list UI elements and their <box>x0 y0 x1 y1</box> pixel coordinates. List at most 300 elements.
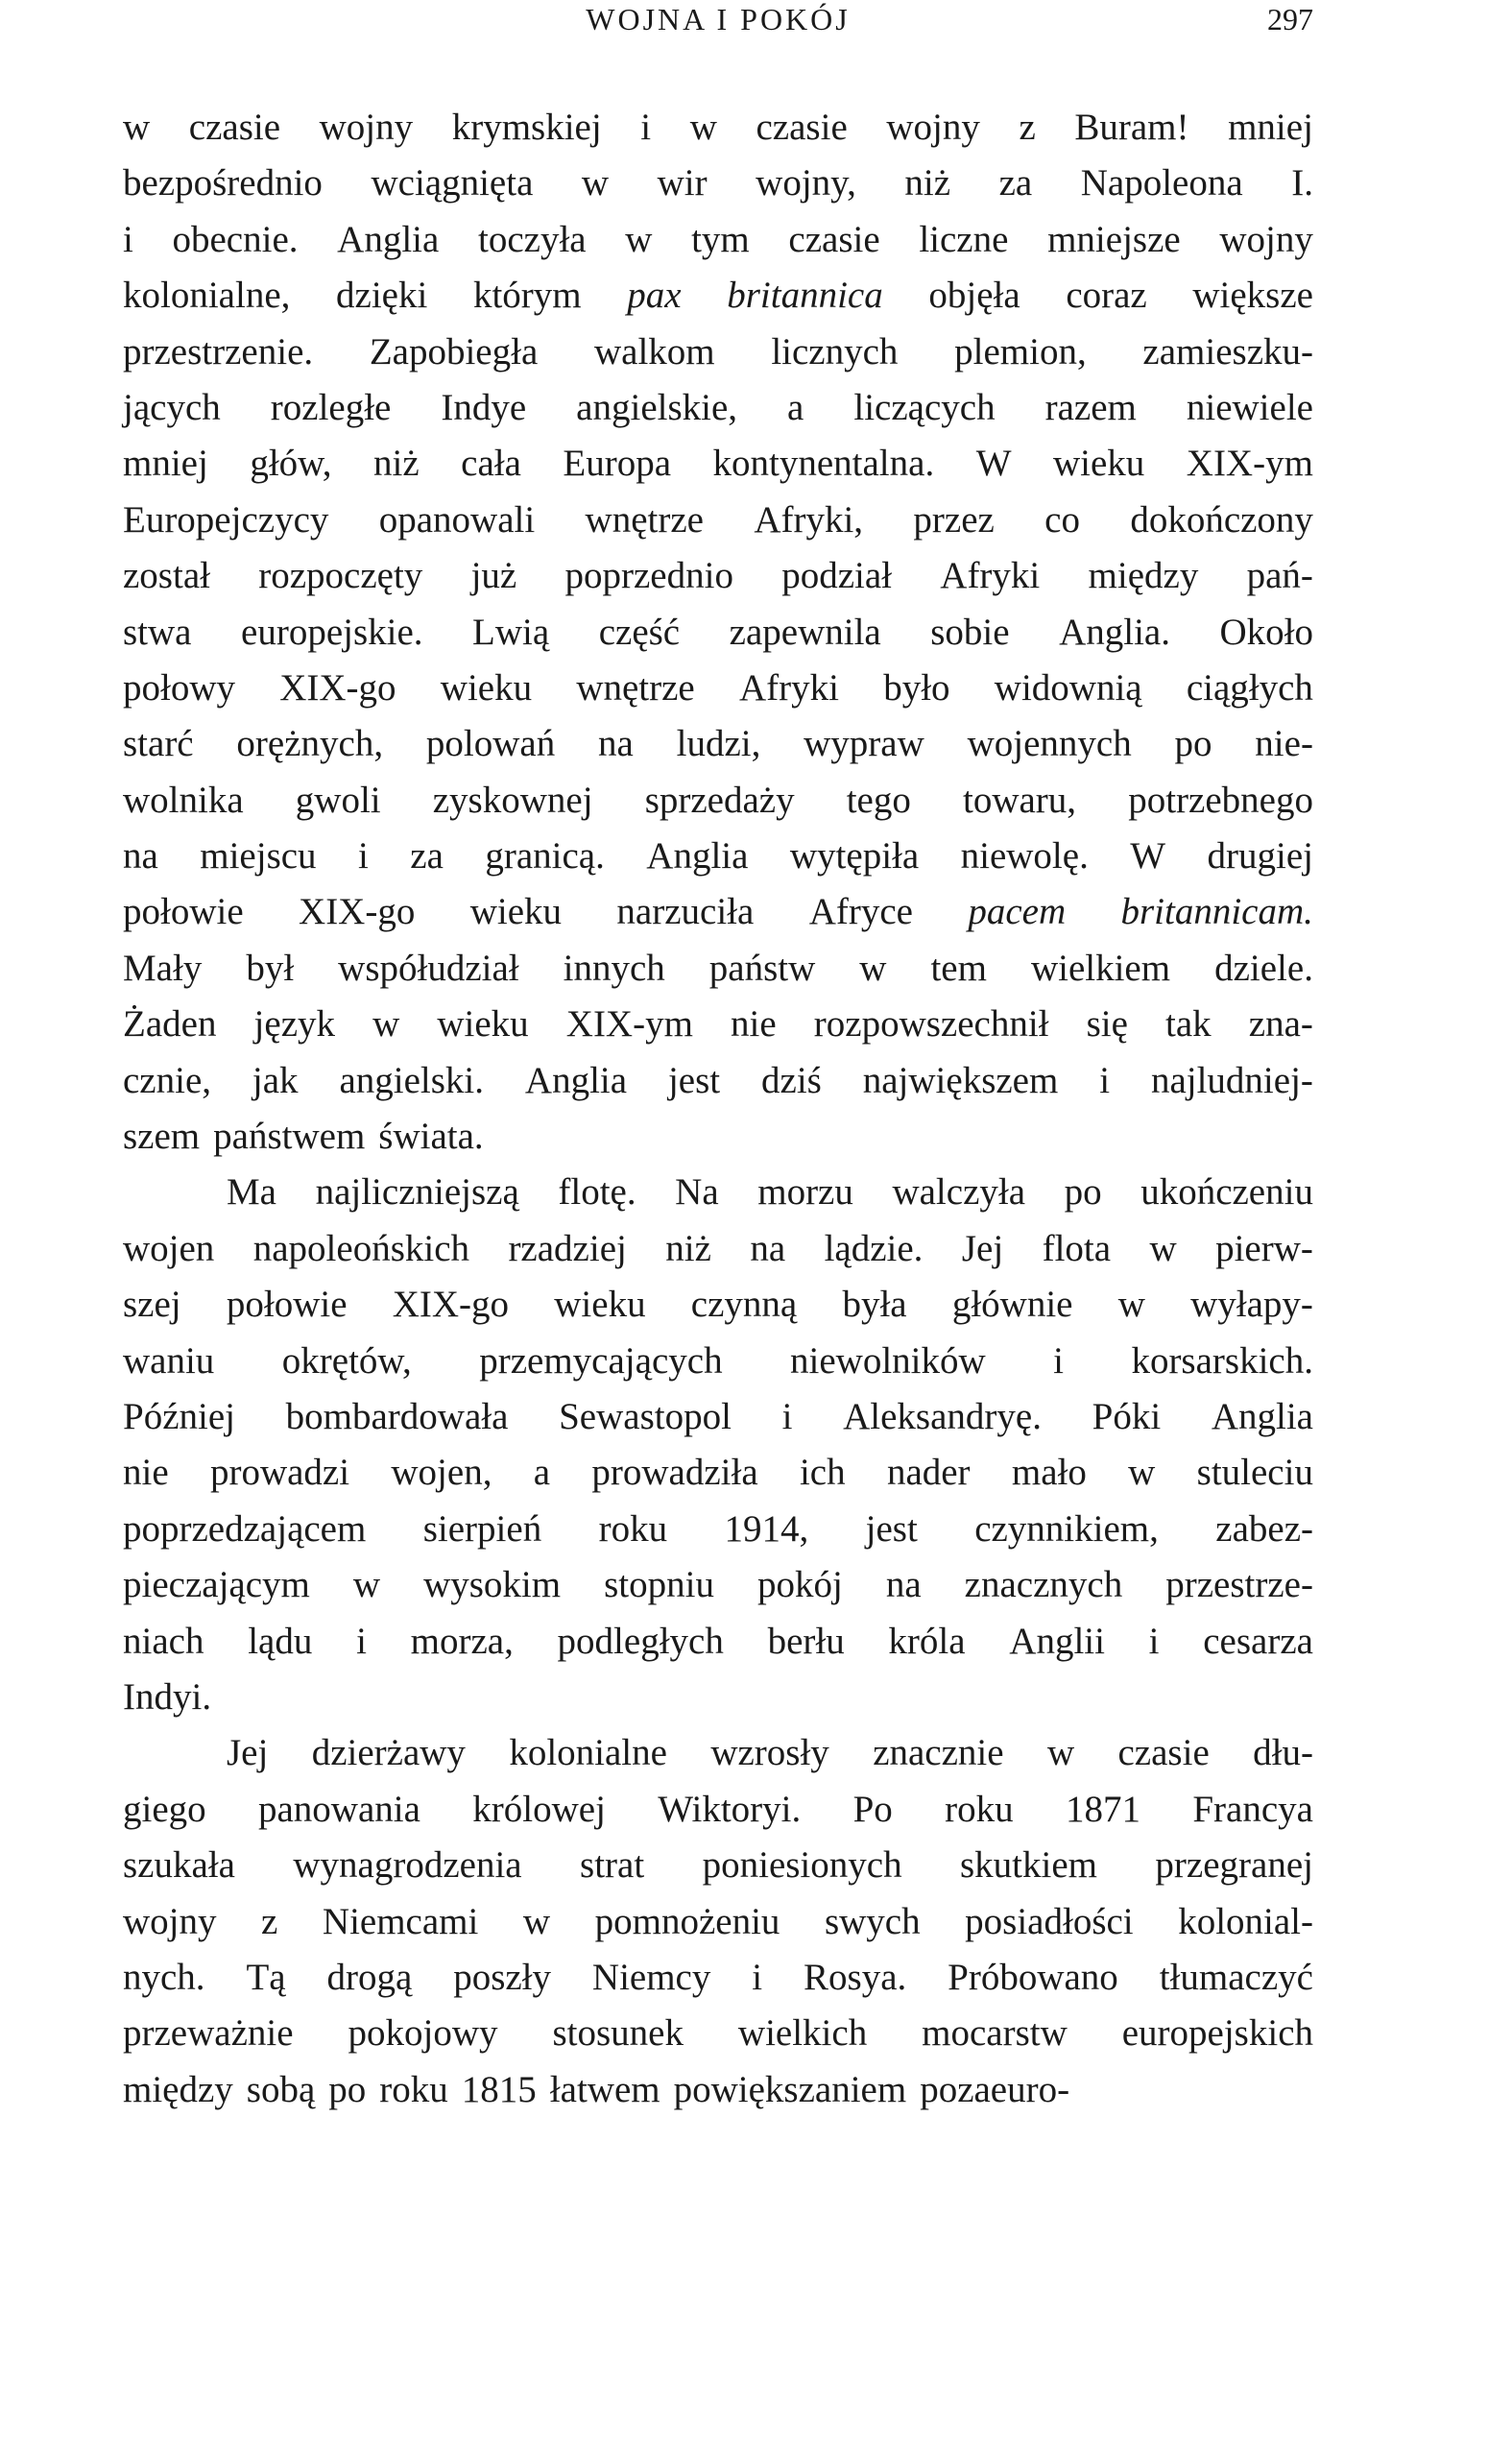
word: w <box>689 107 717 148</box>
word: ciągłych <box>1186 666 1313 709</box>
word: sobie <box>930 611 1010 653</box>
word: 1914, <box>724 1507 809 1550</box>
word: niż <box>904 162 951 204</box>
word: i <box>1099 1059 1111 1101</box>
word: między <box>123 2068 233 2110</box>
text-line <box>123 1502 1313 1557</box>
word: kolonialne, <box>123 275 291 317</box>
word: szukała <box>123 1844 235 1887</box>
word: i <box>358 835 369 878</box>
word: Wiktoryi. <box>658 1788 802 1830</box>
text-line <box>123 436 1313 492</box>
word: w <box>372 1003 400 1046</box>
text-line <box>123 773 1313 829</box>
word: była <box>842 1284 907 1326</box>
word: wielkich <box>737 2012 868 2055</box>
word: Afryki <box>738 666 839 709</box>
word: mniej <box>123 443 208 485</box>
word: Jej <box>227 1732 269 1774</box>
word: najliczniejszą <box>315 1171 519 1214</box>
word: większe <box>1192 275 1313 317</box>
word: Anglia <box>337 218 440 260</box>
word: dokończony <box>1130 498 1313 541</box>
word: państwem <box>213 1116 366 1158</box>
word: i <box>356 1620 367 1662</box>
word: przestrze- <box>1165 1564 1313 1606</box>
word: pań- <box>1246 555 1313 597</box>
text-line <box>123 997 1313 1052</box>
word: wojny, <box>756 162 856 204</box>
word: nie <box>123 1452 169 1494</box>
word: podział <box>781 555 893 597</box>
word: wieku <box>554 1284 646 1326</box>
word: skutkiem <box>960 1844 1097 1887</box>
word: rozpowszechnił <box>813 1003 1049 1046</box>
word: wzrosły <box>710 1732 829 1774</box>
word: na <box>598 723 634 765</box>
word: część <box>598 611 681 653</box>
text-line <box>123 380 1313 436</box>
word: angielskie, <box>576 386 738 428</box>
word: wojny <box>1219 218 1313 260</box>
text-line <box>123 1445 1313 1501</box>
word: po <box>1064 1171 1102 1214</box>
text-line <box>123 1109 1313 1165</box>
word: cznie, <box>123 1059 212 1101</box>
word: cesarza <box>1203 1620 1313 1662</box>
word: widownią <box>994 666 1142 709</box>
word: znacznych <box>964 1564 1123 1606</box>
word: ludzi, <box>676 723 761 765</box>
word: okrętów, <box>281 1339 412 1382</box>
word: niż <box>665 1227 711 1269</box>
word: czasie <box>756 107 848 148</box>
word: współudział <box>338 947 519 989</box>
word: polowań <box>425 723 556 765</box>
word: roku <box>598 1507 668 1550</box>
word: I. <box>1291 162 1313 204</box>
word: a <box>787 386 804 428</box>
word: Lwią <box>472 611 550 653</box>
word: pozaeuro- <box>920 2068 1070 2110</box>
word: Niemcy <box>591 1956 711 1998</box>
word: podległych <box>557 1620 724 1662</box>
word: między <box>1088 555 1199 597</box>
word: innych <box>563 947 665 989</box>
word: Później <box>123 1395 235 1437</box>
word: czynną <box>690 1284 798 1326</box>
word: wir <box>657 162 708 204</box>
word: czasie <box>1117 1732 1210 1774</box>
word: sierpień <box>422 1507 542 1550</box>
word: czasie <box>788 218 880 260</box>
word: którym <box>472 275 582 317</box>
word: mocarstw <box>922 2012 1068 2055</box>
word: Zapobiegła <box>369 330 539 373</box>
word: rozległe <box>270 386 392 428</box>
word: Rosya. <box>804 1956 907 1998</box>
word: wojny <box>319 107 414 148</box>
word: niewolników <box>790 1339 986 1382</box>
body-text <box>123 100 1313 2118</box>
word: i <box>123 218 133 260</box>
page-header <box>123 2 1313 44</box>
word: niach <box>123 1620 204 1662</box>
word: wysokim <box>423 1564 562 1606</box>
word: Tą <box>246 1956 286 1998</box>
word: swych <box>824 1900 921 1942</box>
word: na <box>750 1227 786 1269</box>
word: nie <box>731 1003 777 1046</box>
word: XIX-ym <box>1186 443 1313 485</box>
word: prowadziła <box>591 1452 758 1494</box>
word: Anglia. <box>1059 611 1170 653</box>
word: W <box>1130 835 1166 878</box>
word: jących <box>123 386 221 428</box>
word: giego <box>123 1788 206 1830</box>
word: europejskie. <box>241 611 423 653</box>
word: sobą <box>246 2068 316 2110</box>
word: połowie <box>123 891 244 933</box>
text-line <box>123 829 1313 884</box>
word: tego <box>846 779 911 821</box>
word: w <box>581 162 610 204</box>
word: w <box>123 107 151 148</box>
text-line <box>123 1894 1313 1950</box>
word: wypraw <box>804 723 924 765</box>
word: zyskownej <box>432 779 593 821</box>
word: przestrzenie. <box>123 330 314 373</box>
word: 1871 <box>1066 1788 1140 1830</box>
word: w <box>625 218 653 260</box>
word: kolonial- <box>1178 1900 1313 1942</box>
word: coraz <box>1066 275 1147 317</box>
word: granicą. <box>485 835 605 878</box>
word: plemion, <box>954 330 1087 373</box>
word: walczyła <box>892 1171 1026 1214</box>
word: toczyła <box>477 218 587 260</box>
word: Napoleona <box>1080 162 1243 204</box>
word: wojen, <box>391 1452 492 1494</box>
word: Afryki, <box>754 498 864 541</box>
word: ukończeniu <box>1140 1171 1313 1214</box>
paragraph <box>123 1725 1313 2118</box>
word: Anglia <box>524 1059 628 1101</box>
word: razem <box>1044 386 1137 428</box>
word: po <box>328 2068 367 2110</box>
word: i <box>1053 1339 1064 1382</box>
word: mniej <box>1228 107 1313 148</box>
word: Aleksandryę. <box>843 1395 1042 1437</box>
word: obecnie. <box>172 218 299 260</box>
word: największem <box>862 1059 1059 1101</box>
word: z <box>261 1900 278 1942</box>
word: szej <box>123 1284 181 1326</box>
word: głów, <box>250 443 332 485</box>
word: wytępiła <box>789 835 920 878</box>
word: wojen <box>123 1227 215 1269</box>
word: Około <box>1219 611 1313 653</box>
word: Próbowano <box>948 1956 1118 1998</box>
word: gwoli <box>295 779 381 821</box>
word: na <box>123 835 158 878</box>
text-line <box>123 548 1313 604</box>
word: i <box>640 107 652 148</box>
word: pacem <box>968 891 1067 933</box>
word: sprzedaży <box>644 779 795 821</box>
word: roku <box>379 2068 448 2110</box>
word: wciągnięta <box>371 162 534 204</box>
word: królowej <box>472 1788 606 1830</box>
word: wieku <box>437 1003 529 1046</box>
word: liczących <box>853 386 996 428</box>
word: napoleońskich <box>252 1227 470 1269</box>
word: XIX-go <box>279 666 396 709</box>
word: wieku <box>469 891 563 933</box>
text-line <box>123 1053 1313 1109</box>
word: starć <box>123 723 194 765</box>
paragraph <box>123 1165 1313 1725</box>
text-line <box>123 156 1313 211</box>
word: strat <box>580 1844 645 1887</box>
word: XIX-go <box>299 891 416 933</box>
word: wojny <box>123 1900 217 1942</box>
word: niż <box>373 443 420 485</box>
text-line <box>123 605 1313 661</box>
word: kontynentalna. <box>712 443 935 485</box>
word: rozpoczęty <box>258 555 423 597</box>
word: Po <box>852 1788 893 1830</box>
word: panowania <box>258 1788 420 1830</box>
word: Sewastopol <box>559 1395 732 1437</box>
word: tem <box>930 947 987 989</box>
word: jest <box>667 1059 721 1101</box>
word: przegranej <box>1155 1844 1313 1887</box>
word: cała <box>461 443 521 485</box>
word: poszły <box>453 1956 552 1998</box>
text-line <box>123 1950 1313 2006</box>
word: powiększaniem <box>673 2068 907 2110</box>
text-line <box>123 716 1313 772</box>
word: Ma <box>227 1171 276 1214</box>
word: głównie <box>951 1284 1073 1326</box>
word: wnętrze <box>585 498 704 541</box>
word: walkom <box>593 330 715 373</box>
word: tym <box>691 218 750 260</box>
word: orężnych, <box>236 723 384 765</box>
word: jak <box>252 1059 299 1101</box>
word: flotę. <box>558 1171 636 1214</box>
word: niewolę. <box>960 835 1089 878</box>
word: dziś <box>761 1059 822 1101</box>
text-line <box>123 1165 1313 1220</box>
word: Póki <box>1092 1395 1162 1437</box>
text-line <box>123 1782 1313 1838</box>
text-line <box>123 1334 1313 1389</box>
word: w <box>352 1564 381 1606</box>
word: w <box>1128 1452 1156 1494</box>
word: wojny <box>886 107 980 148</box>
word: licznych <box>771 330 899 373</box>
word: Żaden <box>123 1003 217 1046</box>
word: Na <box>675 1171 719 1214</box>
word: w <box>1117 1284 1145 1326</box>
text-line <box>123 2062 1313 2118</box>
word: flota <box>1042 1227 1112 1269</box>
word: Indye <box>441 386 527 428</box>
text-line <box>123 1614 1313 1670</box>
word: był <box>246 947 295 989</box>
word: britannicam. <box>1120 891 1313 933</box>
word: nie- <box>1255 723 1313 765</box>
word: w <box>859 947 887 989</box>
word: poniesionych <box>702 1844 902 1887</box>
word: i <box>1148 1620 1160 1662</box>
word: Afryce <box>808 891 913 933</box>
word: kolonialne <box>509 1732 667 1774</box>
word: w <box>1149 1227 1177 1269</box>
word: posiadłości <box>965 1900 1134 1942</box>
word: bombardowała <box>285 1395 509 1437</box>
word: stopniu <box>604 1564 714 1606</box>
text-line <box>123 493 1313 548</box>
word: jest <box>865 1507 918 1550</box>
word: został <box>123 555 210 597</box>
word: dłu- <box>1253 1732 1313 1774</box>
word: dzierżawy <box>311 1732 466 1774</box>
word: korsarskich. <box>1131 1339 1313 1382</box>
word: wolnika <box>123 779 244 821</box>
text-line <box>123 661 1313 716</box>
word: Jej <box>961 1227 1004 1269</box>
word: Buram! <box>1074 107 1189 148</box>
word: się <box>1086 1003 1128 1046</box>
word: Niemcami <box>322 1900 479 1942</box>
running-title: WOJNA I POKÓJ <box>586 2 851 36</box>
text-line <box>123 100 1313 156</box>
word: było <box>883 666 950 709</box>
word: pokój <box>756 1564 843 1606</box>
text-line <box>123 2006 1313 2061</box>
word: tak <box>1165 1003 1212 1046</box>
word: świata. <box>378 1116 484 1158</box>
word: mniejsze <box>1047 218 1181 260</box>
word: wieku <box>1052 443 1145 485</box>
word: liczne <box>919 218 1009 260</box>
word: pieczającym <box>123 1564 310 1606</box>
text-line <box>123 1725 1313 1781</box>
word: za <box>410 835 444 878</box>
word: wnętrze <box>576 666 695 709</box>
word: wojennych <box>967 723 1132 765</box>
word: przez <box>913 498 995 541</box>
word: zna- <box>1248 1003 1313 1046</box>
word: stwa <box>123 611 192 653</box>
word: pierw- <box>1215 1227 1313 1269</box>
word: pax <box>627 275 682 317</box>
word: 1815 <box>461 2068 537 2110</box>
word: nych. <box>123 1956 205 1998</box>
word: język <box>253 1003 336 1046</box>
word: wynagrodzenia <box>293 1844 522 1887</box>
word: prowadzi <box>209 1452 350 1494</box>
text-line <box>123 1670 1313 1725</box>
word: w <box>522 1900 551 1942</box>
word: potrzebnego <box>1128 779 1313 821</box>
word: tłumaczyć <box>1159 1956 1313 1998</box>
word: wielkiem <box>1030 947 1171 989</box>
word: Indyi. <box>123 1675 212 1718</box>
word: łatwem <box>549 2068 660 2110</box>
text-line <box>123 1221 1313 1277</box>
word: a <box>533 1452 551 1494</box>
text-line <box>123 1557 1313 1613</box>
word: rzadziej <box>508 1227 627 1269</box>
word: pomnożeniu <box>594 1900 780 1942</box>
text-line <box>123 884 1313 940</box>
word: połowy <box>123 666 235 709</box>
word: na <box>885 1564 922 1606</box>
word: objęła <box>928 275 1020 317</box>
word: towaru, <box>963 779 1077 821</box>
word: zapewnila <box>729 611 881 653</box>
word: po <box>1174 723 1212 765</box>
word: szem <box>123 1116 201 1158</box>
text-line <box>123 268 1313 324</box>
text-line <box>123 325 1313 380</box>
word: W <box>975 443 1012 485</box>
word: niewiele <box>1186 386 1313 428</box>
text-line <box>123 1838 1313 1893</box>
word: zabez- <box>1215 1507 1313 1550</box>
word: wyłapy- <box>1190 1284 1313 1326</box>
word: bezpośrednio <box>123 162 323 204</box>
word: ich <box>799 1452 846 1494</box>
word: i <box>781 1395 793 1437</box>
page-number: 297 <box>1267 2 1313 36</box>
word: znacznie <box>873 1732 1004 1774</box>
text-line <box>123 212 1313 268</box>
word: lądu <box>248 1620 313 1662</box>
word: stuleciu <box>1196 1452 1313 1494</box>
word: drogą <box>326 1956 413 1998</box>
word: pokojowy <box>348 2012 498 2055</box>
word: krymskiej <box>451 107 602 148</box>
word: dziele. <box>1214 947 1313 989</box>
word: opanowali <box>378 498 536 541</box>
word: lądzie. <box>824 1227 924 1269</box>
word: Anglia <box>646 835 749 878</box>
word: już <box>470 555 517 597</box>
word: połowie <box>226 1284 348 1326</box>
word: przeważnie <box>123 2012 294 2055</box>
word: państw <box>708 947 816 989</box>
word: mało <box>1011 1452 1087 1494</box>
word: Europa <box>563 443 672 485</box>
word: morzu <box>757 1171 853 1214</box>
word: XIX-go <box>392 1284 510 1326</box>
word: Francya <box>1192 1788 1313 1830</box>
word: stosunek <box>552 2012 684 2055</box>
word: Mały <box>123 947 203 989</box>
text-line <box>123 1277 1313 1333</box>
word: z <box>1019 107 1036 148</box>
word: nader <box>886 1452 971 1494</box>
word: najludniej- <box>1150 1059 1313 1101</box>
word: angielski. <box>339 1059 485 1101</box>
text-line <box>123 1389 1313 1445</box>
text-line <box>123 941 1313 997</box>
